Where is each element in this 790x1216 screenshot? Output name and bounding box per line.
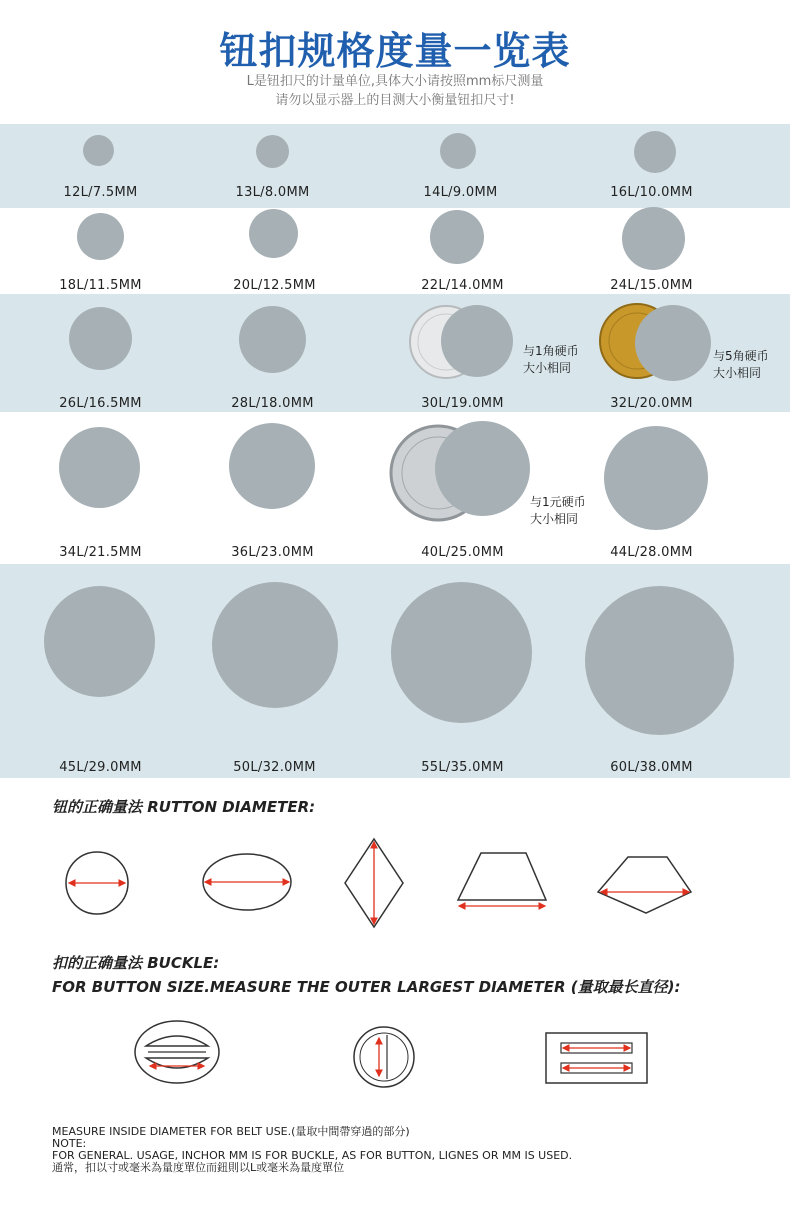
size-label-34l: 34L/21.5MM [59,545,142,560]
oval-buckle-diagram [135,1021,219,1083]
size-label-26l: 26L/16.5MM [59,396,142,411]
size-label-24l: 24L/15.0MM [610,278,693,293]
page-title: 钮扣规格度量一览表 [219,29,571,73]
round-buckle-diagram [354,1027,414,1087]
size-label-30l: 30L/19.0MM [421,396,504,411]
coin-note-jiao1: 与1角硬币 大小相同 [523,344,579,375]
size-label-18l: 18L/11.5MM [59,278,142,293]
note-line-3: FOR GENERAL. USAGE, INCHOR MM IS FOR BUCKLE, AS FOR BUTTON, LIGNES OR MM IS USED. [52,1149,573,1162]
size-label-40l: 40L/25.0MM [421,545,504,560]
subtitle-line-1: L是钮扣尺的计量单位,具体大小请按照mm标尺测量 [246,74,544,89]
note-line-4: 通常，扣以寸或毫米為量度單位而鈕則以L或毫米為量度單位 [52,1161,345,1174]
size-label-28l: 28L/18.0MM [231,396,314,411]
pentagon-button-diagram [598,857,691,913]
buckle-measure-heading: 扣的正确量法 BUCKLE: [52,954,220,972]
size-label-50l: 50L/32.0MM [233,760,316,775]
buckle-measure-subheading: FOR BUTTON SIZE.MEASURE THE OUTER LARGEST DIAMETER (量取最长直径): [52,978,681,996]
size-label-36l: 36L/23.0MM [231,545,314,560]
coin-note-jiao5: 与5角硬币 大小相同 [713,349,769,380]
coin-note-yuan1: 与1元硬币 大小相同 [530,495,586,526]
note-line-1: MEASURE INSIDE DIAMETER FOR BELT USE.(量取中間帶穿過的部分) [52,1125,410,1138]
notes-block [52,1126,572,1174]
oval-button-diagram [203,854,291,910]
size-label-60l: 60L/38.0MM [610,760,693,775]
button-measure-heading: 钮的正确量法 RUTTON DIAMETER: [52,798,316,816]
size-label-45l: 45L/29.0MM [59,760,142,775]
rect-buckle-diagram [546,1033,647,1083]
size-label-32l: 32L/20.0MM [610,396,693,411]
subtitle-line-2: 请勿以显示器上的目测大小衡量钮扣尺寸! [275,93,515,108]
diamond-button-diagram [345,839,403,927]
size-label-55l: 55L/35.0MM [421,760,504,775]
size-label-14l: 14L/9.0MM [423,185,498,200]
trapezoid-button-diagram [458,853,546,906]
size-label-13l: 13L/8.0MM [235,185,310,200]
size-label-20l: 20L/12.5MM [233,278,316,293]
note-line-2: NOTE: [52,1137,87,1150]
size-label-16l: 16L/10.0MM [610,185,693,200]
size-label-12l: 12L/7.5MM [63,185,138,200]
round-button-diagram [66,852,128,914]
size-label-44l: 44L/28.0MM [610,545,693,560]
size-label-22l: 22L/14.0MM [421,278,504,293]
